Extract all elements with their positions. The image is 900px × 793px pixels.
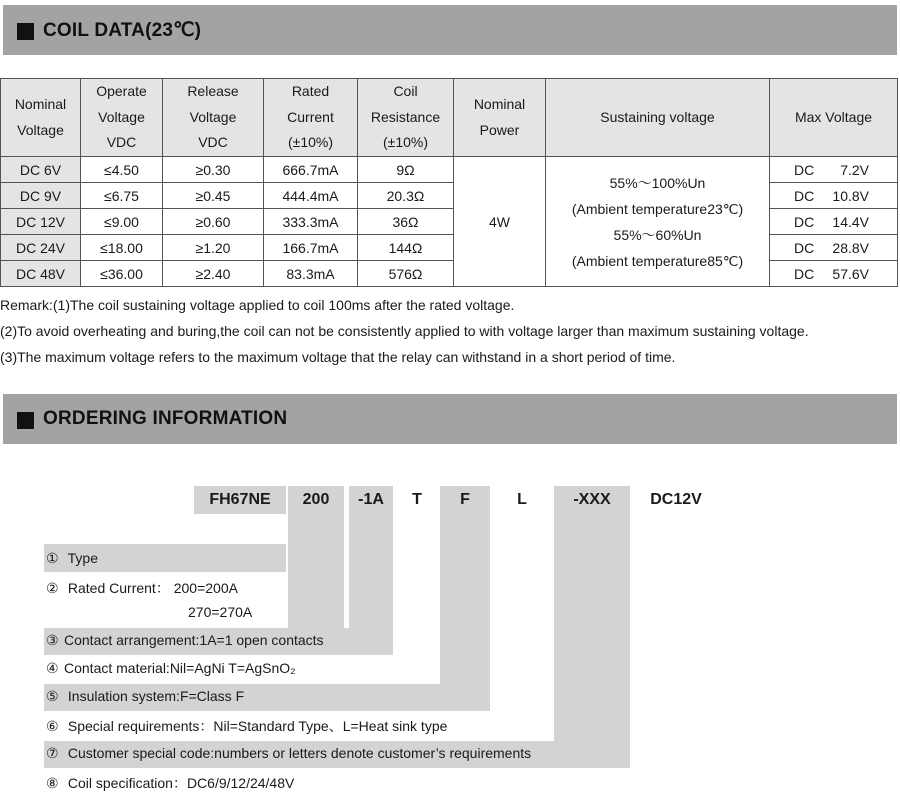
coil-resistance-cell: 144Ω [358,235,454,261]
rated-current-cell: 666.7mA [264,157,358,183]
nominal-voltage-cell: DC 12V [1,209,81,235]
operate-voltage-cell: ≤18.00 [81,235,163,261]
connector-insulation [440,514,490,711]
black-square-icon [17,23,34,40]
coil-resistance-cell: 36Ω [358,209,454,235]
coil-resistance-cell: 576Ω [358,261,454,287]
header-nominal-power: Nominal Power [454,79,546,157]
ordering-section-header [3,394,897,444]
coil-data-table [0,78,898,287]
legend-item-type: ① Type [46,550,98,566]
nominal-voltage-cell: DC 24V [1,235,81,261]
release-voltage-cell: ≥0.30 [163,157,264,183]
code-part-contact-arrangement: -1A [349,486,393,514]
rated-current-cell: 166.7mA [264,235,358,261]
coil-data-title: COIL DATA(23℃) [43,20,202,41]
code-part-insulation: F [440,486,490,514]
connector-customer-code [554,514,630,768]
header-release-voltage: Release Voltage VDC [163,79,264,157]
remark-line: (2)To avoid overheating and buring,the coil can not be consistently applied to with voltage larger than maximum sustaining voltage. [0,323,809,339]
remark-line: (3)The maximum voltage refers to the maximum voltage that the relay can withstand in a short period of time. [0,349,676,365]
code-part-contact-material: T [412,491,422,508]
operate-voltage-cell: ≤36.00 [81,261,163,287]
remark-line: Remark:(1)The coil sustaining voltage applied to coil 100ms after the rated voltage. [0,297,515,313]
connector-rated-current [288,514,344,628]
operate-voltage-cell: ≤6.75 [81,183,163,209]
header-sustaining-voltage: Sustaining voltage [546,79,770,157]
table-header-row [1,79,898,157]
coil-data-section-header [3,5,897,55]
release-voltage-cell: ≥2.40 [163,261,264,287]
rated-current-cell: 444.4mA [264,183,358,209]
max-voltage-cell: DC 28.8V [770,235,898,261]
legend-item-contact-arrangement: ③ Contact arrangement:1A=1 open contacts [46,632,324,648]
header-operate-voltage: Operate Voltage VDC [81,79,163,157]
sustaining-line: 55%～60%Un [613,226,702,243]
rated-current-cell: 83.3mA [264,261,358,287]
legend-item-customer-code: ⑦ Customer special code:numbers or letters denote customer’s requirements [46,745,532,761]
rated-current-cell: 333.3mA [264,209,358,235]
release-voltage-cell: ≥0.45 [163,183,264,209]
nominal-voltage-cell: DC 6V [1,157,81,183]
table-row [1,157,898,183]
nominal-power-cell: 4W [454,157,546,287]
legend-item-special-requirements: ⑥ Special requirements：Nil=Standard Type、L=Heat sink type [46,718,448,734]
release-voltage-cell: ≥1.20 [163,235,264,261]
release-voltage-cell: ≥0.60 [163,209,264,235]
operate-voltage-cell: ≤4.50 [81,157,163,183]
header-nominal-voltage: Nominal Voltage [1,79,81,157]
code-part-type: FH67NE [194,486,286,514]
code-part-customer-code: -XXX [554,486,630,514]
coil-resistance-cell: 9Ω [358,157,454,183]
header-max-voltage: Max Voltage [770,79,898,157]
legend-item-insulation: ⑤ Insulation system:F=Class F [46,688,245,704]
header-coil-resistance: Coil Resistance (±10%) [358,79,454,157]
max-voltage-cell: DC 14.4V [770,209,898,235]
ordering-title: ORDERING INFORMATION [43,408,288,429]
legend-item-contact-material: ④ Contact material:Nil=AgNi T=AgSnO₂ [46,660,296,676]
code-part-rated-current: 200 [288,486,344,514]
max-voltage-cell: DC 7.2V [770,157,898,183]
code-part-special-requirement: L [517,491,527,508]
legend-item-rated-current: ② Rated Current： 200=200A [46,580,238,596]
coil-resistance-cell: 20.3Ω [358,183,454,209]
sustaining-line: (Ambient temperature85℃) [571,252,744,269]
legend-item-rated-current-alt: 270=270A [188,604,253,620]
legend-item-coil-spec: ⑧ Coil specification：DC6/9/12/24/48V [46,775,295,791]
sustaining-line: (Ambient temperature23℃) [571,200,744,217]
nominal-voltage-cell: DC 48V [1,261,81,287]
max-voltage-cell: DC 10.8V [770,183,898,209]
header-rated-current: Rated Current (±10%) [264,79,358,157]
max-voltage-cell: DC 57.6V [770,261,898,287]
black-square-icon [17,412,34,429]
remarks-block [0,292,809,370]
sustaining-line: 55%～100%Un [609,174,706,191]
sustaining-voltage-cell [546,157,770,287]
nominal-voltage-cell: DC 9V [1,183,81,209]
code-part-coil-spec: DC12V [650,491,702,508]
operate-voltage-cell: ≤9.00 [81,209,163,235]
